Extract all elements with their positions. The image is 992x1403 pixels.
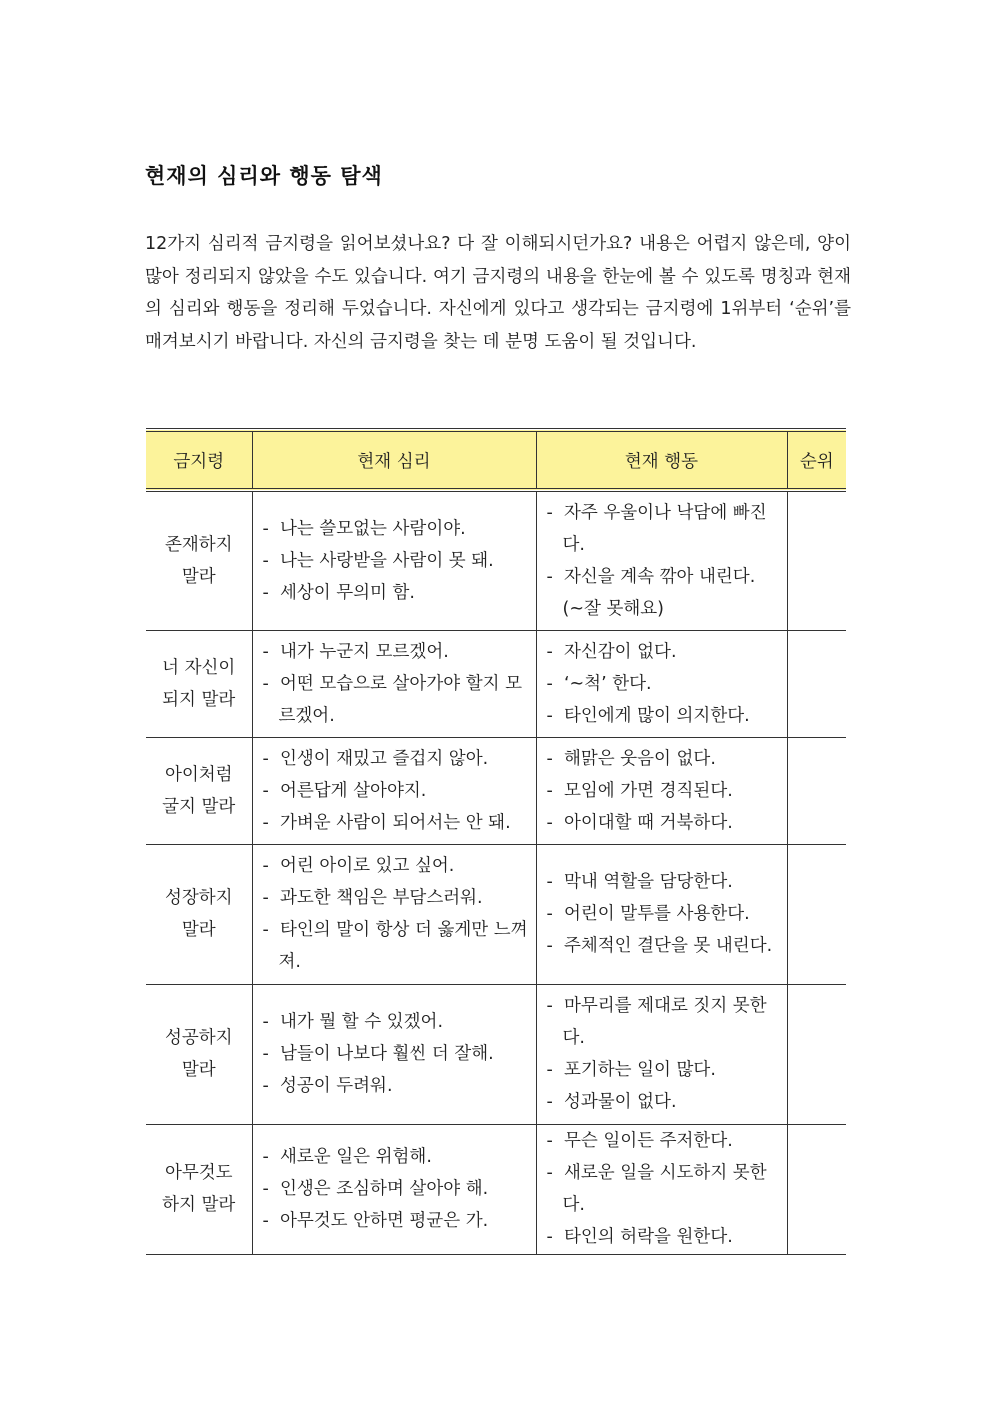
psychology-item: - 가벼운 사람이 되어서는 안 돼. [263, 807, 530, 839]
behavior-item: - 막내 역할을 담당한다. [547, 866, 781, 898]
behavior-cell [536, 490, 787, 630]
table-row [146, 490, 846, 630]
rank-cell[interactable] [787, 630, 846, 737]
psychology-item: - 세상이 무의미 함. [263, 577, 530, 609]
header-rank: 순위 [787, 430, 846, 490]
behavior-item: - 해맑은 웃음이 없다. [547, 743, 781, 775]
header-injunction: 금지령 [146, 430, 252, 490]
rank-cell[interactable] [787, 1124, 846, 1254]
behavior-item: - 무슨 일이든 주저한다. [547, 1125, 781, 1157]
rank-cell[interactable] [787, 844, 846, 984]
table-row [146, 630, 846, 737]
psychology-list [253, 1006, 536, 1102]
psychology-item: - 내가 뭘 할 수 있겠어. [263, 1006, 530, 1038]
psychology-item: - 어떤 모습으로 살아가야 할지 모르겠어. [263, 668, 530, 732]
psychology-item: - 어른답게 살아야지. [263, 775, 530, 807]
psychology-item: - 내가 누군지 모르겠어. [263, 636, 530, 668]
injunction-table-wrapper [146, 428, 846, 1255]
section-heading: 현재의 심리와 행동 탐색 [145, 164, 383, 188]
behavior-list [537, 866, 787, 962]
behavior-cell [536, 844, 787, 984]
psychology-cell [252, 737, 536, 844]
behavior-list [537, 497, 787, 625]
injunction-name-cell: 아무것도 하지 말라 [146, 1124, 252, 1254]
psychology-item: - 성공이 두려워. [263, 1070, 530, 1102]
psychology-item: - 인생이 재밌고 즐겁지 않아. [263, 743, 530, 775]
psychology-item: - 과도한 책임은 부담스러워. [263, 882, 530, 914]
psychology-list [253, 850, 536, 978]
behavior-list [537, 743, 787, 839]
behavior-cell [536, 630, 787, 737]
rank-cell[interactable] [787, 490, 846, 630]
behavior-item: - 자신을 계속 깎아 내린다. (~잘 못해요) [547, 561, 781, 625]
rank-cell[interactable] [787, 984, 846, 1124]
table-row [146, 737, 846, 844]
behavior-item: - ‘~척’ 한다. [547, 668, 781, 700]
psychology-item: - 남들이 나보다 훨씬 더 잘해. [263, 1038, 530, 1070]
table-body [146, 490, 846, 1254]
psychology-item: - 새로운 일은 위험해. [263, 1141, 530, 1173]
table-row [146, 984, 846, 1124]
injunction-name-cell: 너 자신이 되지 말라 [146, 630, 252, 737]
behavior-item: - 자주 우울이나 낙담에 빠진다. [547, 497, 781, 561]
behavior-item: - 타인의 허락을 원한다. [547, 1221, 781, 1253]
behavior-list [537, 1125, 787, 1253]
psychology-item: - 나는 사랑받을 사람이 못 돼. [263, 545, 530, 577]
psychology-item: - 나는 쓸모없는 사람이야. [263, 513, 530, 545]
intro-paragraph: 12가지 심리적 금지령을 읽어보셨나요? 다 잘 이해되시던가요? 내용은 어렵지 않은데, 양이 많아 정리되지 않았을 수도 있습니다. 여기 금지령의 내용을 한눈에 볼 수 있도록 명칭과 현재의 심리와 행동을 정리해 두었습니다. 자신에게 있다고 생각되는 금지령에 1위부터 ‘순위’를 매겨보시기 바랍니다. 자신의 금지령을 찾는 데 분명 도움이 될 것입니다. [145, 234, 851, 352]
injunction-name-cell: 존재하지 말라 [146, 490, 252, 630]
behavior-item: - 아이대할 때 거북하다. [547, 807, 781, 839]
behavior-item: - 새로운 일을 시도하지 못한다. [547, 1157, 781, 1221]
header-current-behavior: 현재 행동 [536, 430, 787, 490]
injunction-table [146, 428, 846, 1255]
behavior-cell [536, 737, 787, 844]
psychology-cell [252, 630, 536, 737]
behavior-item: - 마무리를 제대로 짓지 못한다. [547, 990, 781, 1054]
behavior-item: - 타인에게 많이 의지한다. [547, 700, 781, 732]
psychology-item: - 인생은 조심하며 살아야 해. [263, 1173, 530, 1205]
injunction-name-cell: 성장하지 말라 [146, 844, 252, 984]
behavior-item: - 자신감이 없다. [547, 636, 781, 668]
table-row [146, 844, 846, 984]
psychology-cell [252, 490, 536, 630]
behavior-item: - 성과물이 없다. [547, 1086, 781, 1118]
behavior-item: - 주체적인 결단을 못 내린다. [547, 930, 781, 962]
injunction-name-cell: 성공하지 말라 [146, 984, 252, 1124]
header-current-psychology: 현재 심리 [252, 430, 536, 490]
table-header-row [146, 430, 846, 490]
behavior-item: - 모임에 가면 경직된다. [547, 775, 781, 807]
psychology-item: - 타인의 말이 항상 더 옳게만 느껴져. [263, 914, 530, 978]
psychology-list [253, 636, 536, 732]
psychology-cell [252, 984, 536, 1124]
injunction-name-cell: 아이처럼 굴지 말라 [146, 737, 252, 844]
behavior-item: - 어린이 말투를 사용한다. [547, 898, 781, 930]
behavior-list [537, 990, 787, 1118]
psychology-list [253, 1141, 536, 1237]
psychology-item: - 어린 아이로 있고 싶어. [263, 850, 530, 882]
table-row [146, 1124, 846, 1254]
psychology-item: - 아무것도 안하면 평균은 가. [263, 1205, 530, 1237]
rank-cell[interactable] [787, 737, 846, 844]
behavior-cell [536, 984, 787, 1124]
psychology-cell [252, 1124, 536, 1254]
behavior-list [537, 636, 787, 732]
psychology-list [253, 743, 536, 839]
psychology-cell [252, 844, 536, 984]
behavior-item: - 포기하는 일이 많다. [547, 1054, 781, 1086]
behavior-cell [536, 1124, 787, 1254]
psychology-list [253, 513, 536, 609]
